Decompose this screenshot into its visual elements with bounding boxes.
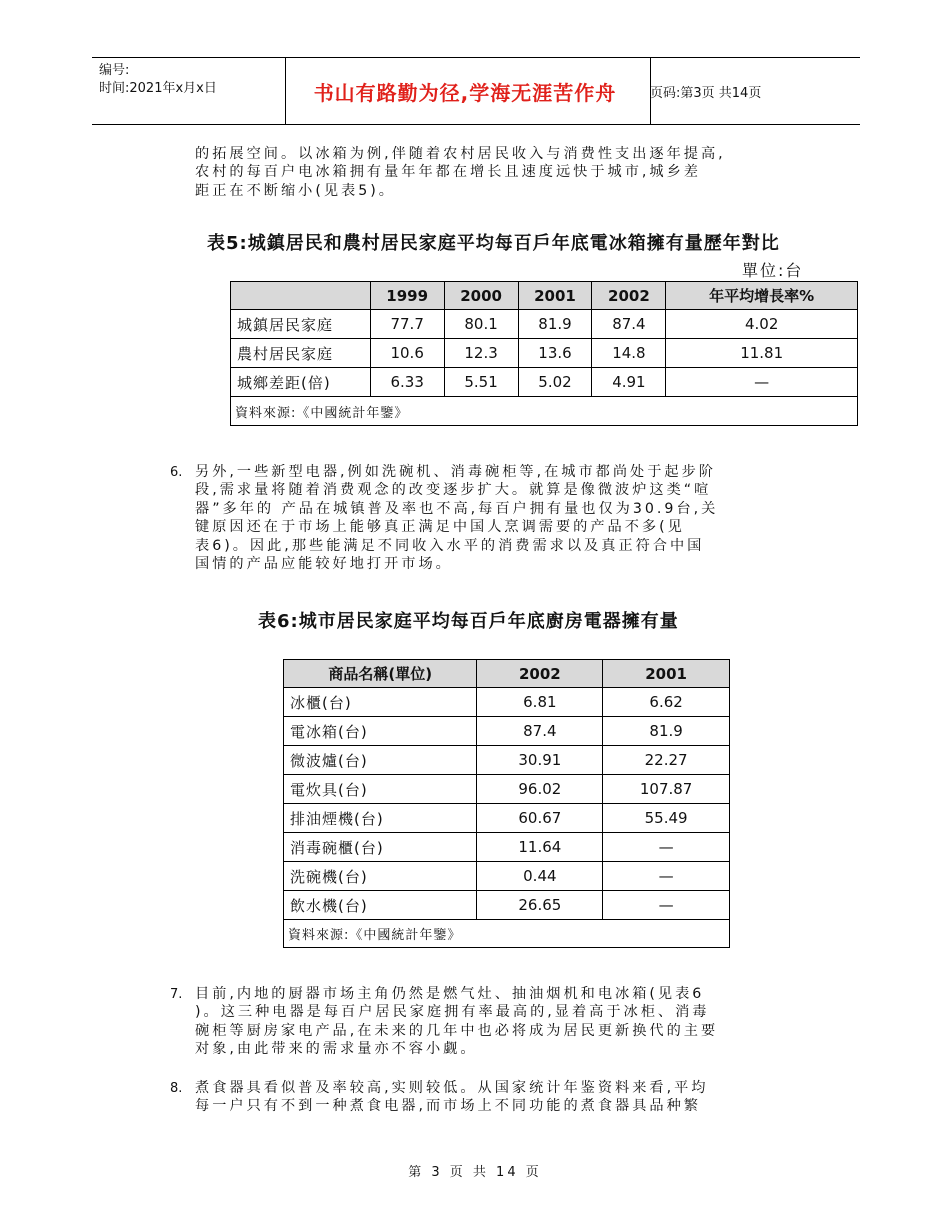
row-label: 洗碗機(台) <box>284 862 477 891</box>
code-label: 编号: <box>99 63 130 78</box>
table-cell: 13.6 <box>518 339 592 368</box>
item-number: 7. <box>170 987 183 1002</box>
text-line: )。这三种电器是每百户居民家庭拥有率最高的,显着高于冰柜、消毒 <box>195 1004 710 1021</box>
table-cell: 87.4 <box>592 310 666 339</box>
header-cell: 年平均增長率% <box>666 282 858 310</box>
table-cell: — <box>603 833 730 862</box>
text-line: 对象,由此带来的需求量亦不容小觑。 <box>195 1041 478 1058</box>
text-line: 键原因还在于市场上能够真正满足中国人烹调需要的产品不多(见 <box>195 519 685 536</box>
table-cell: — <box>666 368 858 397</box>
header-cell: 2002 <box>477 660 603 688</box>
table-source-row <box>231 397 858 426</box>
row-label: 農村居民家庭 <box>231 339 371 368</box>
table-row <box>284 804 730 833</box>
table-source: 資料來源:《中國統計年鑒》 <box>231 397 858 426</box>
table-cell: 55.49 <box>603 804 730 833</box>
table-cell: 107.87 <box>603 775 730 804</box>
table-cell: 5.02 <box>518 368 592 397</box>
table-row <box>284 775 730 804</box>
page-info: 页码:第3页 共14页 <box>650 85 762 101</box>
row-label: 冰櫃(台) <box>284 688 477 717</box>
table-cell: 5.51 <box>444 368 518 397</box>
table6 <box>283 659 730 948</box>
table-row <box>284 688 730 717</box>
item7-paragraph <box>195 985 835 1059</box>
text-line: 每一户只有不到一种煮食电器,而市场上不同功能的煮食器具品种繁 <box>195 1098 701 1115</box>
table6-title: 表6:城市居民家庭平均每百戶年底廚房電器擁有量 <box>258 611 679 632</box>
table-cell: — <box>603 891 730 920</box>
table5-unit: 單位:台 <box>742 261 804 280</box>
table-row <box>231 339 858 368</box>
table-cell: 30.91 <box>477 746 603 775</box>
row-label: 排油煙機(台) <box>284 804 477 833</box>
table-cell: 6.62 <box>603 688 730 717</box>
text-line: 段,需求量将随着消费观念的改变逐步扩大。就算是像微波炉这类“喧 <box>195 482 712 499</box>
table-cell: 11.81 <box>666 339 858 368</box>
table-cell: 26.65 <box>477 891 603 920</box>
table-header-row <box>231 282 858 310</box>
table-row <box>284 891 730 920</box>
row-label: 電炊具(台) <box>284 775 477 804</box>
table-row <box>284 862 730 891</box>
table-cell: 12.3 <box>444 339 518 368</box>
header-cell: 1999 <box>370 282 444 310</box>
table-cell: 60.67 <box>477 804 603 833</box>
table-source-row <box>284 920 730 948</box>
text-line: 国情的产品应能较好地打开市场。 <box>195 556 453 573</box>
table-cell: 11.64 <box>477 833 603 862</box>
row-label: 城鎮居民家庭 <box>231 310 371 339</box>
item-number: 8. <box>170 1081 183 1096</box>
item8-paragraph <box>195 1079 835 1116</box>
table-cell: 10.6 <box>370 339 444 368</box>
header-cell: 2000 <box>444 282 518 310</box>
table-cell: 87.4 <box>477 717 603 746</box>
text-line: 农村的每百户电冰箱拥有量年年都在增长且速度远快于城市,城乡差 <box>195 164 701 181</box>
table-source: 資料來源:《中國統計年鑒》 <box>284 920 730 948</box>
page-header <box>92 57 860 125</box>
time-label: 时间:2021年x月x日 <box>99 81 217 96</box>
row-label: 電冰箱(台) <box>284 717 477 746</box>
table-cell: 81.9 <box>518 310 592 339</box>
header-cell: 2002 <box>592 282 666 310</box>
table-cell: 6.81 <box>477 688 603 717</box>
text-line: 另外,一些新型电器,例如洗碗机、消毒碗柜等,在城市都尚处于起步阶 <box>195 464 716 480</box>
text-line: 距正在不断缩小(见表5)。 <box>195 182 396 199</box>
header-cell <box>231 282 371 310</box>
row-label: 消毒碗櫃(台) <box>284 833 477 862</box>
text-line: 表6)。因此,那些能满足不同收入水平的消费需求以及真正符合中国 <box>195 537 705 554</box>
table-cell: 4.91 <box>592 368 666 397</box>
row-label: 微波爐(台) <box>284 746 477 775</box>
table5 <box>230 281 858 426</box>
text-line: 碗柜等厨房家电产品,在未来的几年中也必将成为居民更新换代的主要 <box>195 1022 719 1039</box>
text-line: 的拓展空间。以冰箱为例,伴随着农村居民收入与消费性支出逐年提高, <box>195 146 726 162</box>
table-row <box>231 310 858 339</box>
page-footer: 第 3 页 共 14 页 <box>408 1165 542 1180</box>
text-line: 目前,内地的厨器市场主角仍然是燃气灶、抽油烟机和电冰箱(见表6 <box>195 986 705 1002</box>
table-cell: 6.33 <box>370 368 444 397</box>
table-cell: 77.7 <box>370 310 444 339</box>
table-cell: 4.02 <box>666 310 858 339</box>
row-label: 城鄉差距(倍) <box>231 368 371 397</box>
text-line: 器”多年的 产品在城镇普及率也不高,每百户拥有量也仅为30.9台,关 <box>195 500 719 517</box>
table-cell: 96.02 <box>477 775 603 804</box>
row-label: 飲水機(台) <box>284 891 477 920</box>
item6-paragraph <box>195 463 835 573</box>
header-cell: 2001 <box>603 660 730 688</box>
table-cell: — <box>603 862 730 891</box>
table-row <box>284 717 730 746</box>
table-row <box>284 746 730 775</box>
table-header-row <box>284 660 730 688</box>
header-cell: 商品名稱(單位) <box>284 660 477 688</box>
header-meta <box>99 62 217 98</box>
item-number: 6. <box>170 465 183 480</box>
table5-title: 表5:城鎮居民和農村居民家庭平均每百戶年底電冰箱擁有量歷年對比 <box>207 233 780 254</box>
table-cell: 22.27 <box>603 746 730 775</box>
table-cell: 80.1 <box>444 310 518 339</box>
header-cell: 2001 <box>518 282 592 310</box>
table-cell: 14.8 <box>592 339 666 368</box>
header-divider <box>285 58 286 124</box>
table-cell: 81.9 <box>603 717 730 746</box>
table-row <box>231 368 858 397</box>
intro-paragraph <box>195 145 835 200</box>
text-line: 煮食器具看似普及率较高,实则较低。从国家统计年鉴资料来看,平均 <box>195 1080 709 1096</box>
table-row <box>284 833 730 862</box>
table-cell: 0.44 <box>477 862 603 891</box>
motto: 书山有路勤为径,学海无涯苦作舟 <box>313 80 617 105</box>
